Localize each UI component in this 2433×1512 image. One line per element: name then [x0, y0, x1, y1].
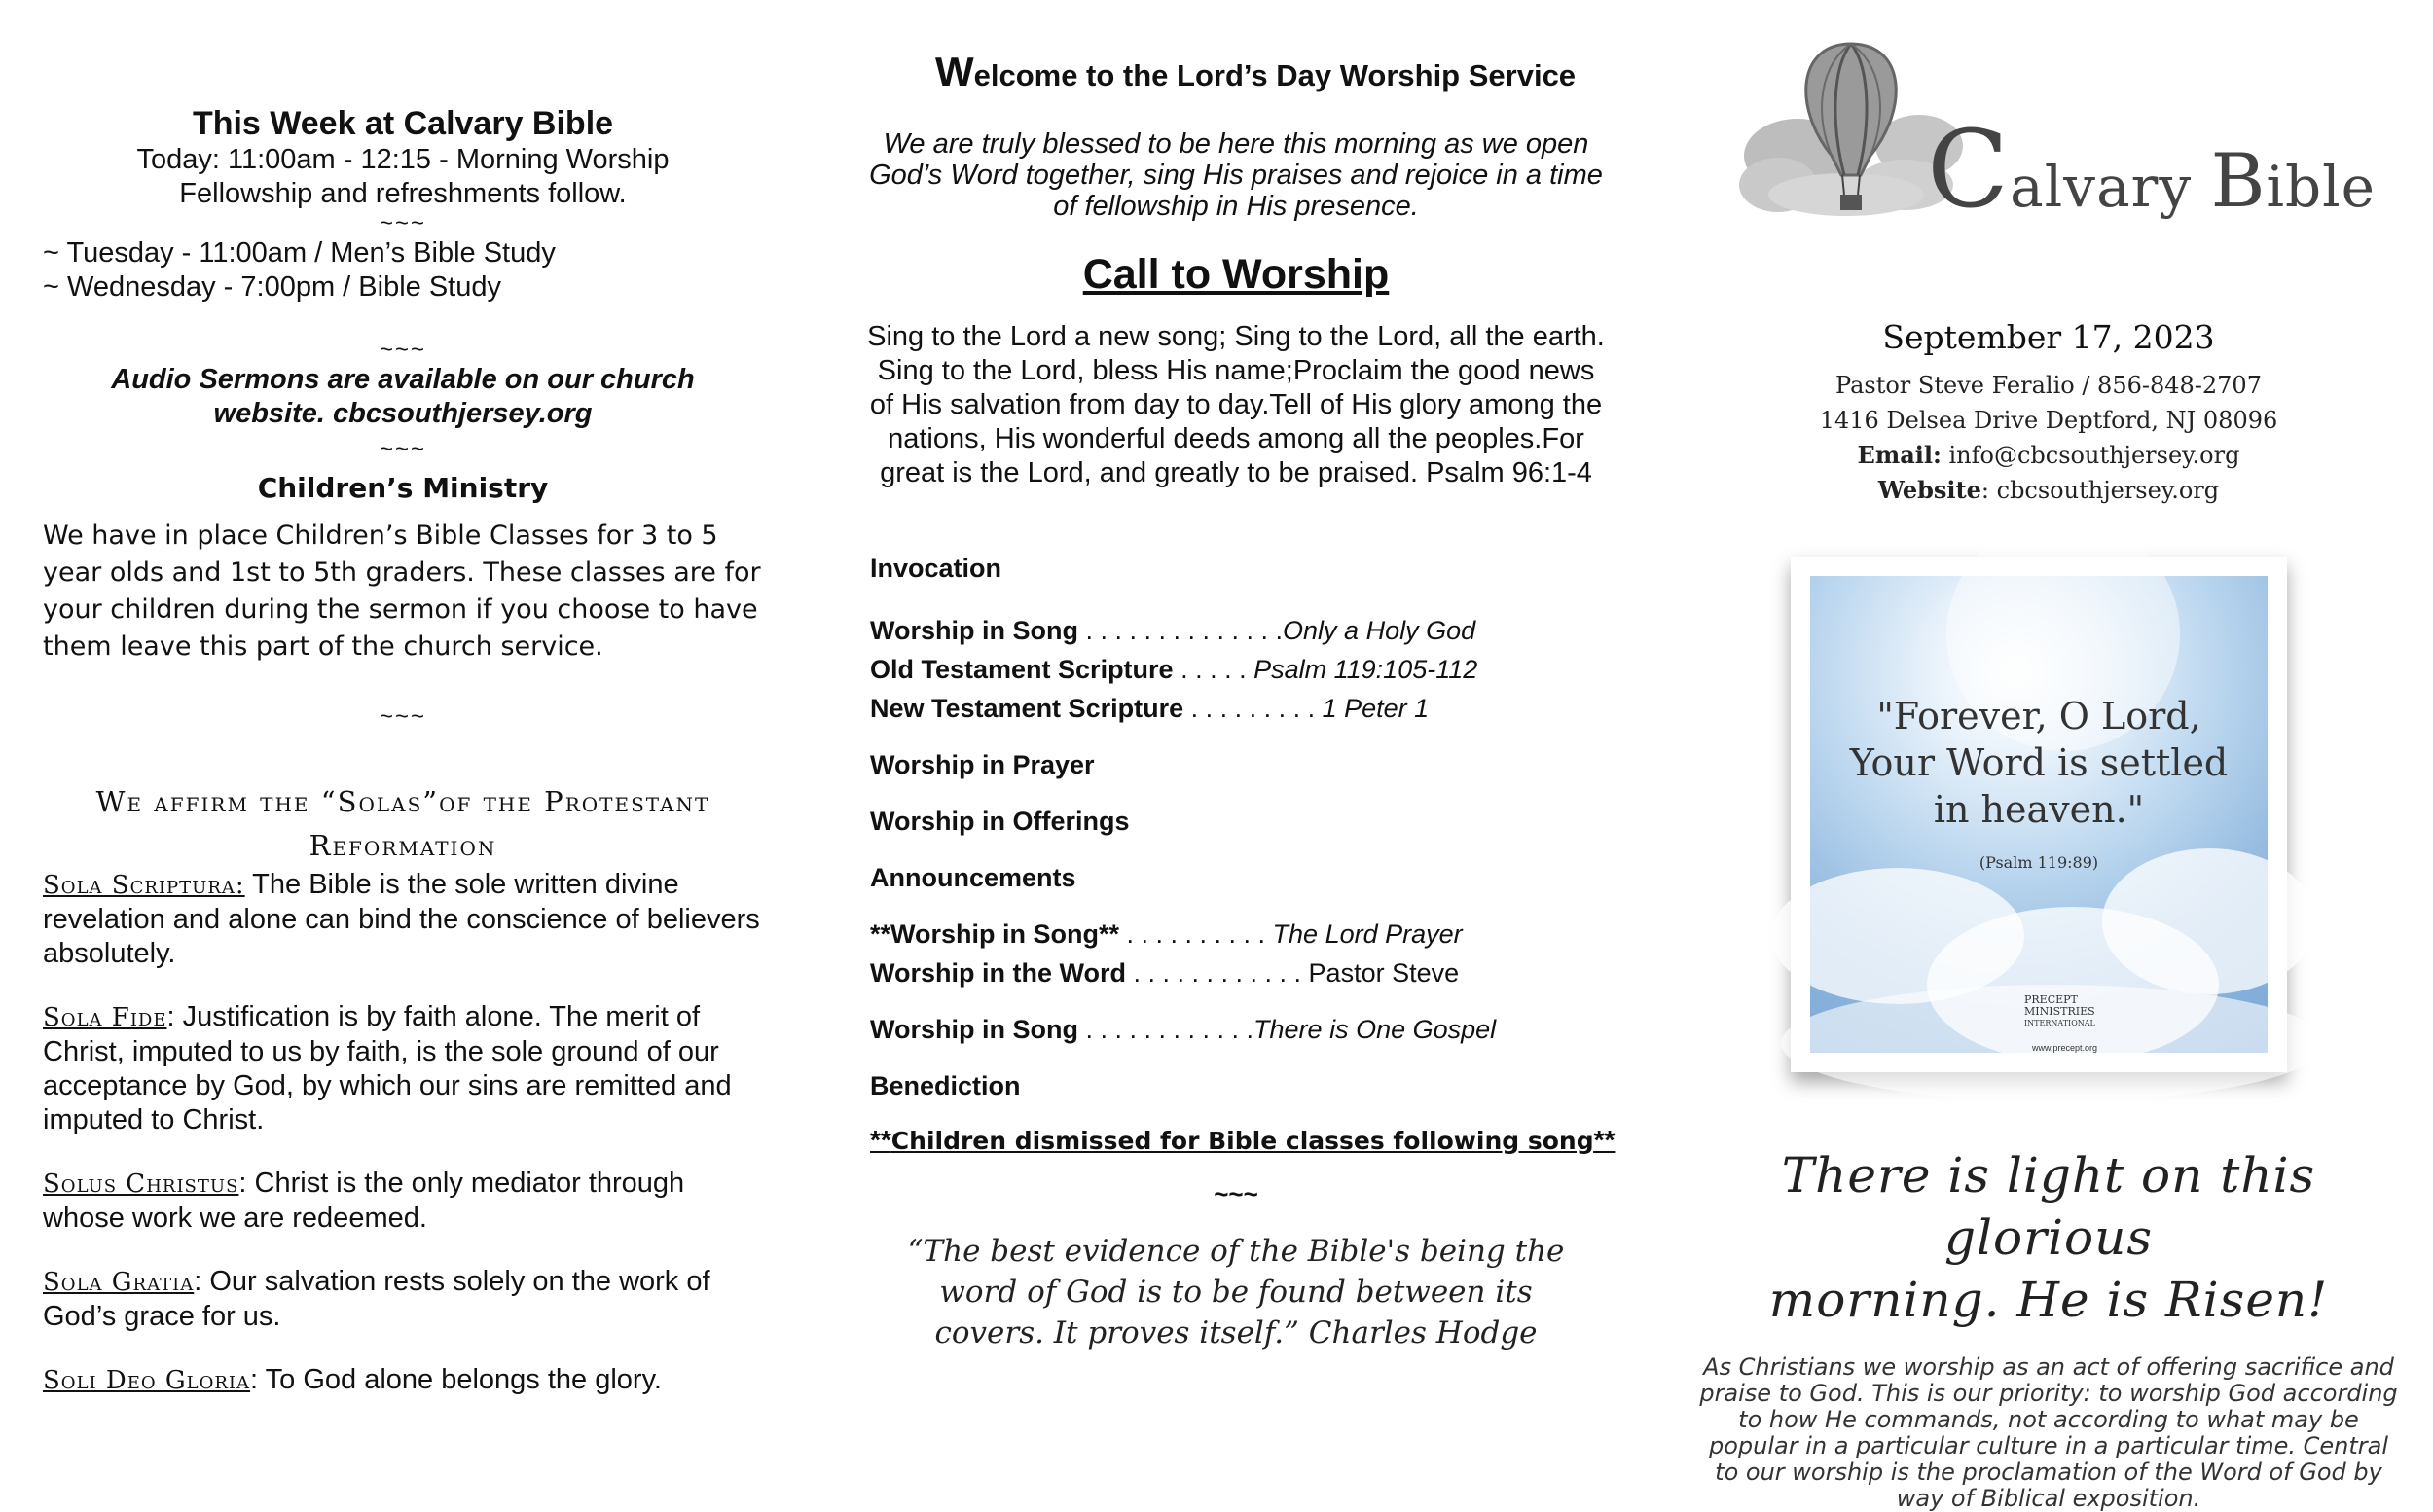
call-to-worship-title: Call to Worship	[1082, 251, 1390, 298]
solas-heading: We affirm the “Solas”of the Protestant Reformation	[95, 785, 710, 862]
separator: ~~~	[379, 210, 427, 236]
sola-term: Solus Christus	[43, 1170, 239, 1199]
this-week-title: This Week at Calvary Bible	[192, 105, 614, 142]
welcome-message: We are truly blessed to be here this morning as we open God’s Word together, sing His praises and rejoice in a time of fellowship in His presence.	[869, 128, 1603, 222]
welcome-heading	[895, 49, 1616, 95]
church-logo	[1698, 39, 2399, 248]
pastor-line: Pastor Steve Feralio / 856-848-2707	[1835, 372, 2262, 399]
childrens-ministry-body: We have in place Children’s Bible Classes for 3 to 5 year olds and 1st to 5th graders. These classes are for your children during the sermon if you choose to have them leave this part of the church service.	[43, 521, 761, 662]
service-item: Worship in Song . . . . . . . . . . . . . .Only a Holy God	[870, 616, 1476, 645]
service-date: September 17, 2023	[1882, 318, 2215, 356]
sola-text: : Christ is the only mediator through whose work we are redeemed.	[43, 1168, 685, 1234]
sola-term: Sola Scriptura:	[43, 871, 245, 900]
worship-in-prayer: Worship in Prayer	[870, 750, 1095, 779]
precept-logo: PRECEPT MINISTRIES INTERNATIONAL	[2024, 993, 2095, 1027]
cover-panel	[1698, 39, 2399, 1512]
today-schedule: Today: 11:00am - 12:15 - Morning Worship	[136, 144, 670, 175]
order-of-service-panel	[856, 49, 1616, 1353]
email-line: Email: info@cbcsouthjersey.org	[1857, 441, 2240, 469]
sola-term: Sola Gratia	[43, 1268, 195, 1297]
sola-text: : Justification is by faith alone. The merit of Christ, imputed to us by faith, is the sole ground of our acceptance by God, by which our sins are remitted and imputed to Christ.	[43, 1001, 732, 1135]
audio-sermons-line-2: website. cbcsouthjersey.org	[213, 398, 593, 429]
sola-term: Sola Fide	[43, 1003, 167, 1032]
sky-image	[1810, 576, 2268, 1053]
scripture-photo	[1791, 557, 2287, 1072]
solus-christus	[43, 1167, 763, 1236]
childrens-ministry-title: Children’s Ministry	[257, 472, 549, 504]
hodge-quote: “The best evidence of the Bible's being the word of God is to be found between its covers. It proves itself.” Charles Hodge	[907, 1234, 1565, 1350]
benediction: Benediction	[870, 1071, 1021, 1100]
service-item: New Testament Scripture . . . . . . . . . 1 Peter 1	[870, 694, 1430, 723]
tuesday-event: ~ Tuesday - 11:00am / Men’s Bible Study	[43, 237, 556, 269]
photo-reference: (Psalm 119:89)	[1979, 853, 2099, 872]
service-item: **Worship in Song** . . . . . . . . . . The Lord Prayer	[870, 919, 1463, 949]
sola-term: Soli Deo Gloria	[43, 1366, 251, 1395]
separator: ~~~	[1214, 1179, 1258, 1208]
sola-gratia	[43, 1265, 763, 1334]
invocation: Invocation	[870, 554, 1002, 583]
sola-fide	[43, 1000, 763, 1137]
worship-mission-statement: As Christians we worship as an act of offering sacrifice and praise to God. This is our priority: to worship God according to how He commands, not according to what may be popular in a particular culture in a particular time. Central to our worship is the proclamation of the Word of God by way of Biblical exposition.	[1699, 1353, 2398, 1512]
church-name: Calvary Bible	[1927, 107, 2376, 232]
photo-quote: "Forever, O Lord, Your Word is settled in heaven."	[1849, 695, 2229, 831]
order-of-service	[856, 549, 1616, 1156]
sola-scriptura	[43, 868, 763, 971]
call-to-worship-text: Sing to the Lord a new song; Sing to the Lord, all the earth. Sing to the Lord, bless His name;Proclaim the good news of His salvation from day to day.Tell of His glory among the nations, His wonderful deeds among all the peoples.For great is the Lord, and greatly to be praised. Psalm 96:1-4	[867, 321, 1605, 488]
audio-sermons-line-1: Audio Sermons are available on our church	[111, 364, 695, 395]
announcements: Announcements	[870, 863, 1076, 892]
sola-text: The Bible is the sole written divine revelation and alone can bind the conscience of believers absolutely.	[43, 869, 760, 969]
website-line: Website: cbcsouthjersey.org	[1877, 476, 2220, 504]
easter-message: There is light on this glorious morning. He is Risen!	[1768, 1147, 2329, 1328]
separator: ~~~	[379, 703, 427, 730]
sola-text: : Our salvation rests solely on the work of God’s grace for us.	[43, 1266, 710, 1332]
service-item: Worship in Song . . . . . . . . . . . .There is One Gospel	[870, 1015, 1497, 1044]
precept-website: www.precept.org	[2032, 1043, 2098, 1053]
service-item: Old Testament Scripture . . . . . Psalm 119:105-112	[870, 655, 1478, 684]
welcome-rest: elcome to the Lord’s Day Worship Service	[973, 58, 1577, 92]
contact-info	[1698, 368, 2399, 508]
worship-in-offerings: Worship in Offerings	[870, 807, 1130, 836]
separator: ~~~	[379, 436, 427, 462]
service-item: Worship in the Word . . . . . . . . . . . . Pastor Steve	[870, 958, 1460, 988]
sola-text: : To God alone belongs the glory.	[250, 1364, 662, 1395]
left-panel	[43, 97, 763, 1398]
address-line: 1416 Delsea Drive Deptford, NJ 08096	[1819, 407, 2278, 434]
welcome-initial: W	[934, 49, 974, 94]
soli-deo-gloria	[43, 1363, 763, 1398]
children-dismissed-note: **Children dismissed for Bible classes following song**	[870, 1125, 1616, 1155]
wednesday-event: ~ Wednesday - 7:00pm / Bible Study	[43, 271, 501, 303]
separator: ~~~	[379, 337, 427, 363]
fellowship-note: Fellowship and refreshments follow.	[179, 178, 627, 209]
